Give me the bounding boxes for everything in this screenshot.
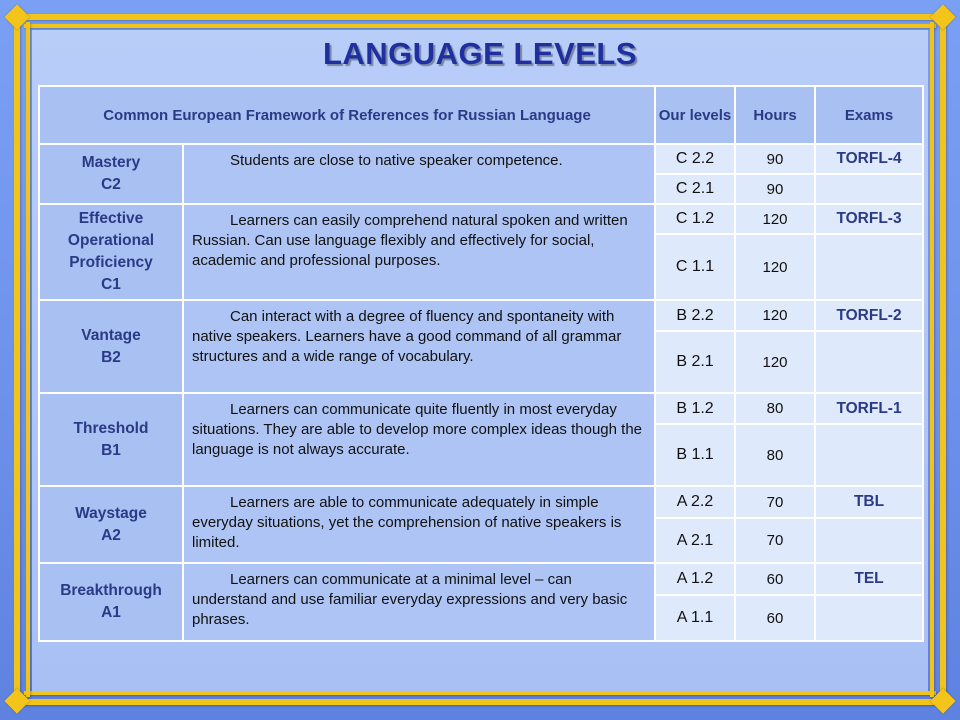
framework-header: Common European Framework of References for Russian Language [39, 86, 655, 144]
level-description: Learners can communicate quite fluently in most everyday situations. They are able to develop more complex ideas though the language is not always accurate. [183, 393, 655, 486]
hours-cell: 60 [735, 595, 815, 641]
level-code: B2 [101, 348, 121, 366]
levels-table [38, 85, 924, 642]
level-name: Vantage [81, 326, 141, 344]
level-description: Learners can communicate at a minimal level – can understand and use familiar everyday expressions and very basic phrases. [183, 563, 655, 641]
exams-header: Exams [815, 86, 923, 144]
exam-cell [815, 595, 923, 641]
table-row [39, 563, 923, 595]
level-cell [39, 393, 183, 486]
our-level-cell: A 1.2 [655, 563, 735, 595]
our-levels-header: Our levels [655, 86, 735, 144]
hours-header: Hours [735, 86, 815, 144]
level-code: A1 [101, 604, 121, 621]
our-level-cell: C 2.2 [655, 144, 735, 174]
frame-left-bar [14, 12, 20, 706]
exam-cell [815, 518, 923, 563]
level-code: C1 [101, 276, 121, 293]
table-row [39, 393, 923, 424]
exam-cell: TEL [815, 563, 923, 595]
exam-cell: TORFL-1 [815, 393, 923, 424]
frame-inner-right-bar [930, 22, 934, 697]
our-level-cell: B 2.2 [655, 300, 735, 331]
table-row [39, 486, 923, 518]
level-name: Mastery [81, 154, 141, 171]
level-description: Students are close to native speaker competence. [183, 144, 655, 204]
exam-cell [815, 424, 923, 486]
level-cell [39, 563, 183, 641]
our-level-cell: A 2.2 [655, 486, 735, 518]
page-title: LANGUAGE LEVELS [322, 36, 638, 71]
exam-cell: TBL [815, 486, 923, 518]
table-row [39, 204, 923, 234]
frame-bottom-bar [12, 699, 948, 705]
our-level-cell: C 1.1 [655, 234, 735, 300]
hours-cell: 80 [735, 424, 815, 486]
our-level-cell: C 2.1 [655, 174, 735, 204]
hours-cell: 120 [735, 331, 815, 393]
hours-cell: 70 [735, 518, 815, 563]
level-cell [39, 144, 183, 204]
table-header-row [39, 86, 923, 144]
level-name: Threshold [73, 419, 149, 437]
level-description: Can interact with a degree of fluency and spontaneity with native speakers. Learners have a good command of all grammar structures and a wide range of vocabulary. [183, 300, 655, 393]
frame-inner-left-bar [26, 22, 30, 697]
level-code: B1 [101, 441, 121, 459]
hours-cell: 90 [735, 144, 815, 174]
exam-cell: TORFL-4 [815, 144, 923, 174]
exam-cell [815, 331, 923, 393]
level-description: Learners are able to communicate adequately in simple everyday situations, yet the comprehension of native speakers is limited. [183, 486, 655, 563]
hours-cell: 60 [735, 563, 815, 595]
exam-cell: TORFL-3 [815, 204, 923, 234]
exam-cell [815, 174, 923, 204]
our-level-cell: B 1.2 [655, 393, 735, 424]
exam-cell [815, 234, 923, 300]
table-row [39, 300, 923, 331]
level-code: A2 [101, 526, 121, 544]
hours-cell: 90 [735, 174, 815, 204]
hours-cell: 120 [735, 300, 815, 331]
level-name: Effective Operational Proficiency [67, 210, 155, 271]
level-cell [39, 204, 183, 300]
level-code: C2 [101, 176, 121, 193]
our-level-cell: A 1.1 [655, 595, 735, 641]
frame-right-bar [940, 12, 946, 706]
level-cell [39, 486, 183, 563]
level-name: Waystage [75, 504, 147, 522]
level-cell [39, 300, 183, 393]
table-row [39, 144, 923, 174]
level-description: Learners can easily comprehend natural spoken and written Russian. Can use language flexibly and effectively for social, academic and professional purposes. [183, 204, 655, 300]
hours-cell: 80 [735, 393, 815, 424]
hours-cell: 120 [735, 234, 815, 300]
our-level-cell: A 2.1 [655, 518, 735, 563]
our-level-cell: B 1.1 [655, 424, 735, 486]
hours-cell: 70 [735, 486, 815, 518]
frame-top-bar [12, 14, 948, 20]
exam-cell: TORFL-2 [815, 300, 923, 331]
our-level-cell: B 2.1 [655, 331, 735, 393]
hours-cell: 120 [735, 204, 815, 234]
our-level-cell: C 1.2 [655, 204, 735, 234]
level-name: Breakthrough [60, 582, 162, 599]
frame-inner-top-bar [24, 24, 936, 28]
